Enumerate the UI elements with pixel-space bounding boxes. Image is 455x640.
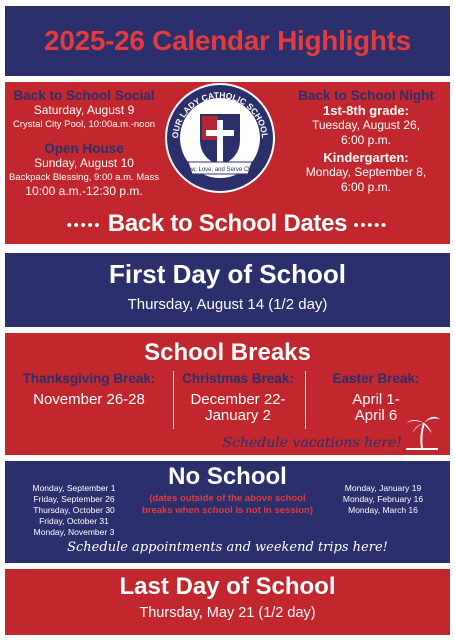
kindergarten-label: Kindergarten: <box>323 150 409 165</box>
grades-label: 1st-8th grade: <box>323 103 409 118</box>
night-heading: Back to School Night <box>298 88 434 103</box>
first-day-date: Thursday, August 14 (1/2 day) <box>127 296 328 313</box>
break-label: Easter Break: <box>332 371 420 386</box>
page-title: 2025-26 Calendar Highlights <box>44 25 411 56</box>
no-school-note: (dates outside of the above school breaks when school is not in session) <box>141 493 314 516</box>
open-house-detail: Backpack Blessing, 9:00 a.m. Mass <box>9 172 159 183</box>
palm-tree-icon <box>402 411 442 451</box>
logo-motto: Know, Love, and Serve Christ <box>180 167 260 173</box>
first-day-heading: First Day of School <box>109 259 346 289</box>
grades-time: 6:00 p.m. <box>340 133 392 147</box>
social-heading: Back to School Social <box>13 88 155 103</box>
last-day-heading: Last Day of School <box>119 573 336 600</box>
logo-top-text: OUR LADY CATHOLIC SCHOOL <box>169 89 271 139</box>
thanksgiving-break <box>9 371 169 408</box>
dates-heading-text: Back to School Dates <box>107 210 348 237</box>
no-school-right-dates <box>328 483 438 516</box>
no-school-heading: No School <box>168 463 287 490</box>
vacation-note: Schedule vacations here! <box>222 435 402 451</box>
divider <box>173 371 174 429</box>
grades-date: Tuesday, August 26, <box>311 118 421 132</box>
no-school-date: Monday, January 19 <box>344 483 422 493</box>
no-school-center <box>135 463 320 517</box>
dots-left: ••••• <box>66 216 102 233</box>
kindergarten-date: Monday, September 8, <box>305 165 427 179</box>
no-school-date: Thursday, October 30 <box>33 505 115 515</box>
events-right-column <box>286 88 446 195</box>
open-house-time: 10:00 a.m.-12:30 p.m. <box>25 184 143 198</box>
breaks-heading: School Breaks <box>144 339 311 366</box>
social-detail: Crystal City Pool, 10:00a.m.-noon <box>12 119 156 130</box>
no-school-left-dates <box>19 483 129 538</box>
back-to-school-dates-heading <box>5 210 450 238</box>
title-banner <box>5 6 450 76</box>
open-house-date: Sunday, August 10 <box>34 156 134 170</box>
break-dates: December 22- <box>190 391 286 408</box>
no-school-date: Friday, October 31 <box>39 516 109 526</box>
social-date: Saturday, August 9 <box>33 103 135 117</box>
break-dates-2: January 2 <box>205 407 271 424</box>
no-school-date: Monday, February 16 <box>342 494 424 504</box>
last-day-date: Thursday, May 21 (1/2 day) <box>139 605 316 621</box>
divider <box>305 371 306 429</box>
break-dates: April 1- <box>352 391 400 408</box>
break-dates: November 26-28 <box>33 391 145 408</box>
open-house-heading: Open House <box>44 141 124 156</box>
events-left-column <box>9 88 159 199</box>
appointments-note: Schedule appointments and weekend trips here! <box>67 540 388 555</box>
break-label: Christmas Break: <box>182 371 294 386</box>
no-school-date: Friday, September 26 <box>33 494 115 504</box>
school-logo-icon <box>160 78 280 198</box>
break-dates-2: April 6 <box>354 407 398 424</box>
no-school-date: Monday, March 16 <box>348 505 418 515</box>
no-school-date: Monday, November 3 <box>33 527 115 537</box>
no-school-date: Monday, September 1 <box>32 483 116 493</box>
no-school-section <box>5 461 450 563</box>
kindergarten-time: 6:00 p.m. <box>340 180 392 194</box>
dots-right: ••••• <box>353 216 389 233</box>
events-section <box>5 82 450 244</box>
last-day-section <box>5 569 450 635</box>
christmas-break <box>175 371 301 424</box>
school-breaks-section <box>5 333 450 455</box>
break-label: Thanksgiving Break: <box>22 371 156 386</box>
first-day-section <box>5 253 450 327</box>
